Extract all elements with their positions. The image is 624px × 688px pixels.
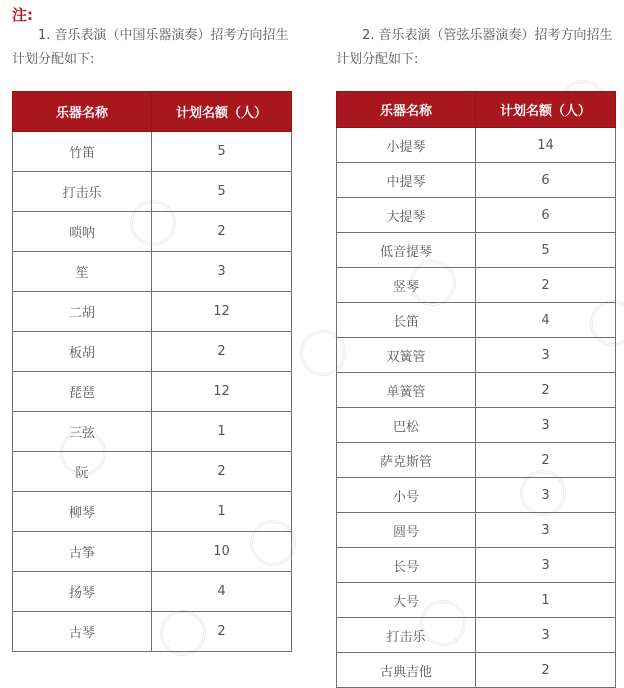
instrument-name-cell: 打击乐 — [337, 618, 476, 653]
instrument-name-cell: 竖琴 — [337, 268, 476, 303]
quota-cell: 2 — [476, 373, 616, 408]
table-row — [337, 233, 616, 268]
instrument-name-cell: 小号 — [337, 478, 476, 513]
header-instrument-name: 乐器名称 — [337, 92, 476, 128]
instrument-name-cell: 柳琴 — [13, 492, 152, 532]
quota-cell: 3 — [476, 408, 616, 443]
table-row — [337, 373, 616, 408]
instrument-name-cell: 大提琴 — [337, 198, 476, 233]
table-row — [337, 443, 616, 478]
instrument-name-cell: 古典吉他 — [337, 653, 476, 688]
instrument-name-cell: 竹笛 — [13, 132, 152, 172]
instrument-name-cell: 琵琶 — [13, 372, 152, 412]
table-row — [337, 478, 616, 513]
quota-cell: 3 — [152, 252, 292, 292]
table-header-row — [337, 92, 616, 128]
table-row — [13, 572, 292, 612]
table-row — [13, 532, 292, 572]
instrument-name-cell: 小提琴 — [337, 128, 476, 163]
chinese-instruments-table — [12, 91, 292, 652]
instrument-name-cell: 唢呐 — [13, 212, 152, 252]
table-row — [13, 292, 292, 332]
table-header-row — [13, 92, 292, 132]
table-row — [337, 548, 616, 583]
quota-cell: 3 — [476, 548, 616, 583]
section2-line2: 计划分配如下: — [336, 52, 419, 67]
table-row — [13, 172, 292, 212]
table-row — [337, 513, 616, 548]
table-row — [13, 372, 292, 412]
quota-cell: 3 — [476, 338, 616, 373]
section2-line1: 2. 音乐表演（管弦乐器演奏）招考方向招生 — [362, 28, 613, 43]
quota-cell: 12 — [152, 292, 292, 332]
quota-cell: 14 — [476, 128, 616, 163]
quota-cell: 5 — [152, 172, 292, 212]
quota-cell: 2 — [476, 268, 616, 303]
header-quota: 计划名额（人） — [476, 92, 616, 128]
quota-cell: 2 — [476, 653, 616, 688]
quota-cell: 6 — [476, 163, 616, 198]
quota-cell: 1 — [152, 412, 292, 452]
quota-cell: 12 — [152, 372, 292, 412]
table-row — [337, 618, 616, 653]
section1-line1: 1. 音乐表演（中国乐器演奏）招考方向招生 — [38, 28, 289, 43]
table-row — [337, 408, 616, 443]
instrument-name-cell: 扬琴 — [13, 572, 152, 612]
table-row — [337, 583, 616, 618]
quota-cell: 2 — [152, 452, 292, 492]
table-row — [337, 653, 616, 688]
quota-cell: 4 — [476, 303, 616, 338]
table-row — [13, 212, 292, 252]
instrument-name-cell: 圆号 — [337, 513, 476, 548]
instrument-name-cell: 长号 — [337, 548, 476, 583]
table-row — [13, 132, 292, 172]
quota-cell: 5 — [476, 233, 616, 268]
quota-cell: 1 — [476, 583, 616, 618]
quota-cell: 2 — [476, 443, 616, 478]
note-title: 注: — [12, 6, 33, 24]
instrument-name-cell: 打击乐 — [13, 172, 152, 212]
instrument-name-cell: 单簧管 — [337, 373, 476, 408]
section2-description — [336, 24, 624, 72]
quota-cell: 5 — [152, 132, 292, 172]
instrument-name-cell: 低音提琴 — [337, 233, 476, 268]
instrument-name-cell: 阮 — [13, 452, 152, 492]
quota-cell: 6 — [476, 198, 616, 233]
table-row — [337, 128, 616, 163]
quota-cell: 10 — [152, 532, 292, 572]
instrument-name-cell: 巴松 — [337, 408, 476, 443]
header-instrument-name: 乐器名称 — [13, 92, 152, 132]
quota-cell: 4 — [152, 572, 292, 612]
table-row — [13, 332, 292, 372]
instrument-name-cell: 古筝 — [13, 532, 152, 572]
instrument-name-cell: 中提琴 — [337, 163, 476, 198]
quota-cell: 3 — [476, 618, 616, 653]
section1-description — [12, 24, 302, 72]
table-row — [337, 303, 616, 338]
instrument-name-cell: 双簧管 — [337, 338, 476, 373]
table-row — [13, 492, 292, 532]
quota-cell: 3 — [476, 478, 616, 513]
quota-cell: 1 — [152, 492, 292, 532]
quota-cell: 3 — [476, 513, 616, 548]
instrument-name-cell: 二胡 — [13, 292, 152, 332]
table-row — [337, 338, 616, 373]
quota-cell: 2 — [152, 212, 292, 252]
table-row — [13, 612, 292, 652]
table-row — [13, 452, 292, 492]
quota-cell: 2 — [152, 332, 292, 372]
instrument-name-cell: 大号 — [337, 583, 476, 618]
table-row — [337, 268, 616, 303]
section1-line2: 计划分配如下: — [12, 52, 95, 67]
instrument-name-cell: 古琴 — [13, 612, 152, 652]
instrument-name-cell: 笙 — [13, 252, 152, 292]
instrument-name-cell: 萨克斯管 — [337, 443, 476, 478]
table-row — [337, 163, 616, 198]
instrument-name-cell: 三弦 — [13, 412, 152, 452]
table-row — [337, 198, 616, 233]
header-quota: 计划名额（人） — [152, 92, 292, 132]
instrument-name-cell: 板胡 — [13, 332, 152, 372]
table-row — [13, 252, 292, 292]
orchestral-instruments-table — [336, 91, 616, 688]
quota-cell: 2 — [152, 612, 292, 652]
table-row — [13, 412, 292, 452]
instrument-name-cell: 长笛 — [337, 303, 476, 338]
